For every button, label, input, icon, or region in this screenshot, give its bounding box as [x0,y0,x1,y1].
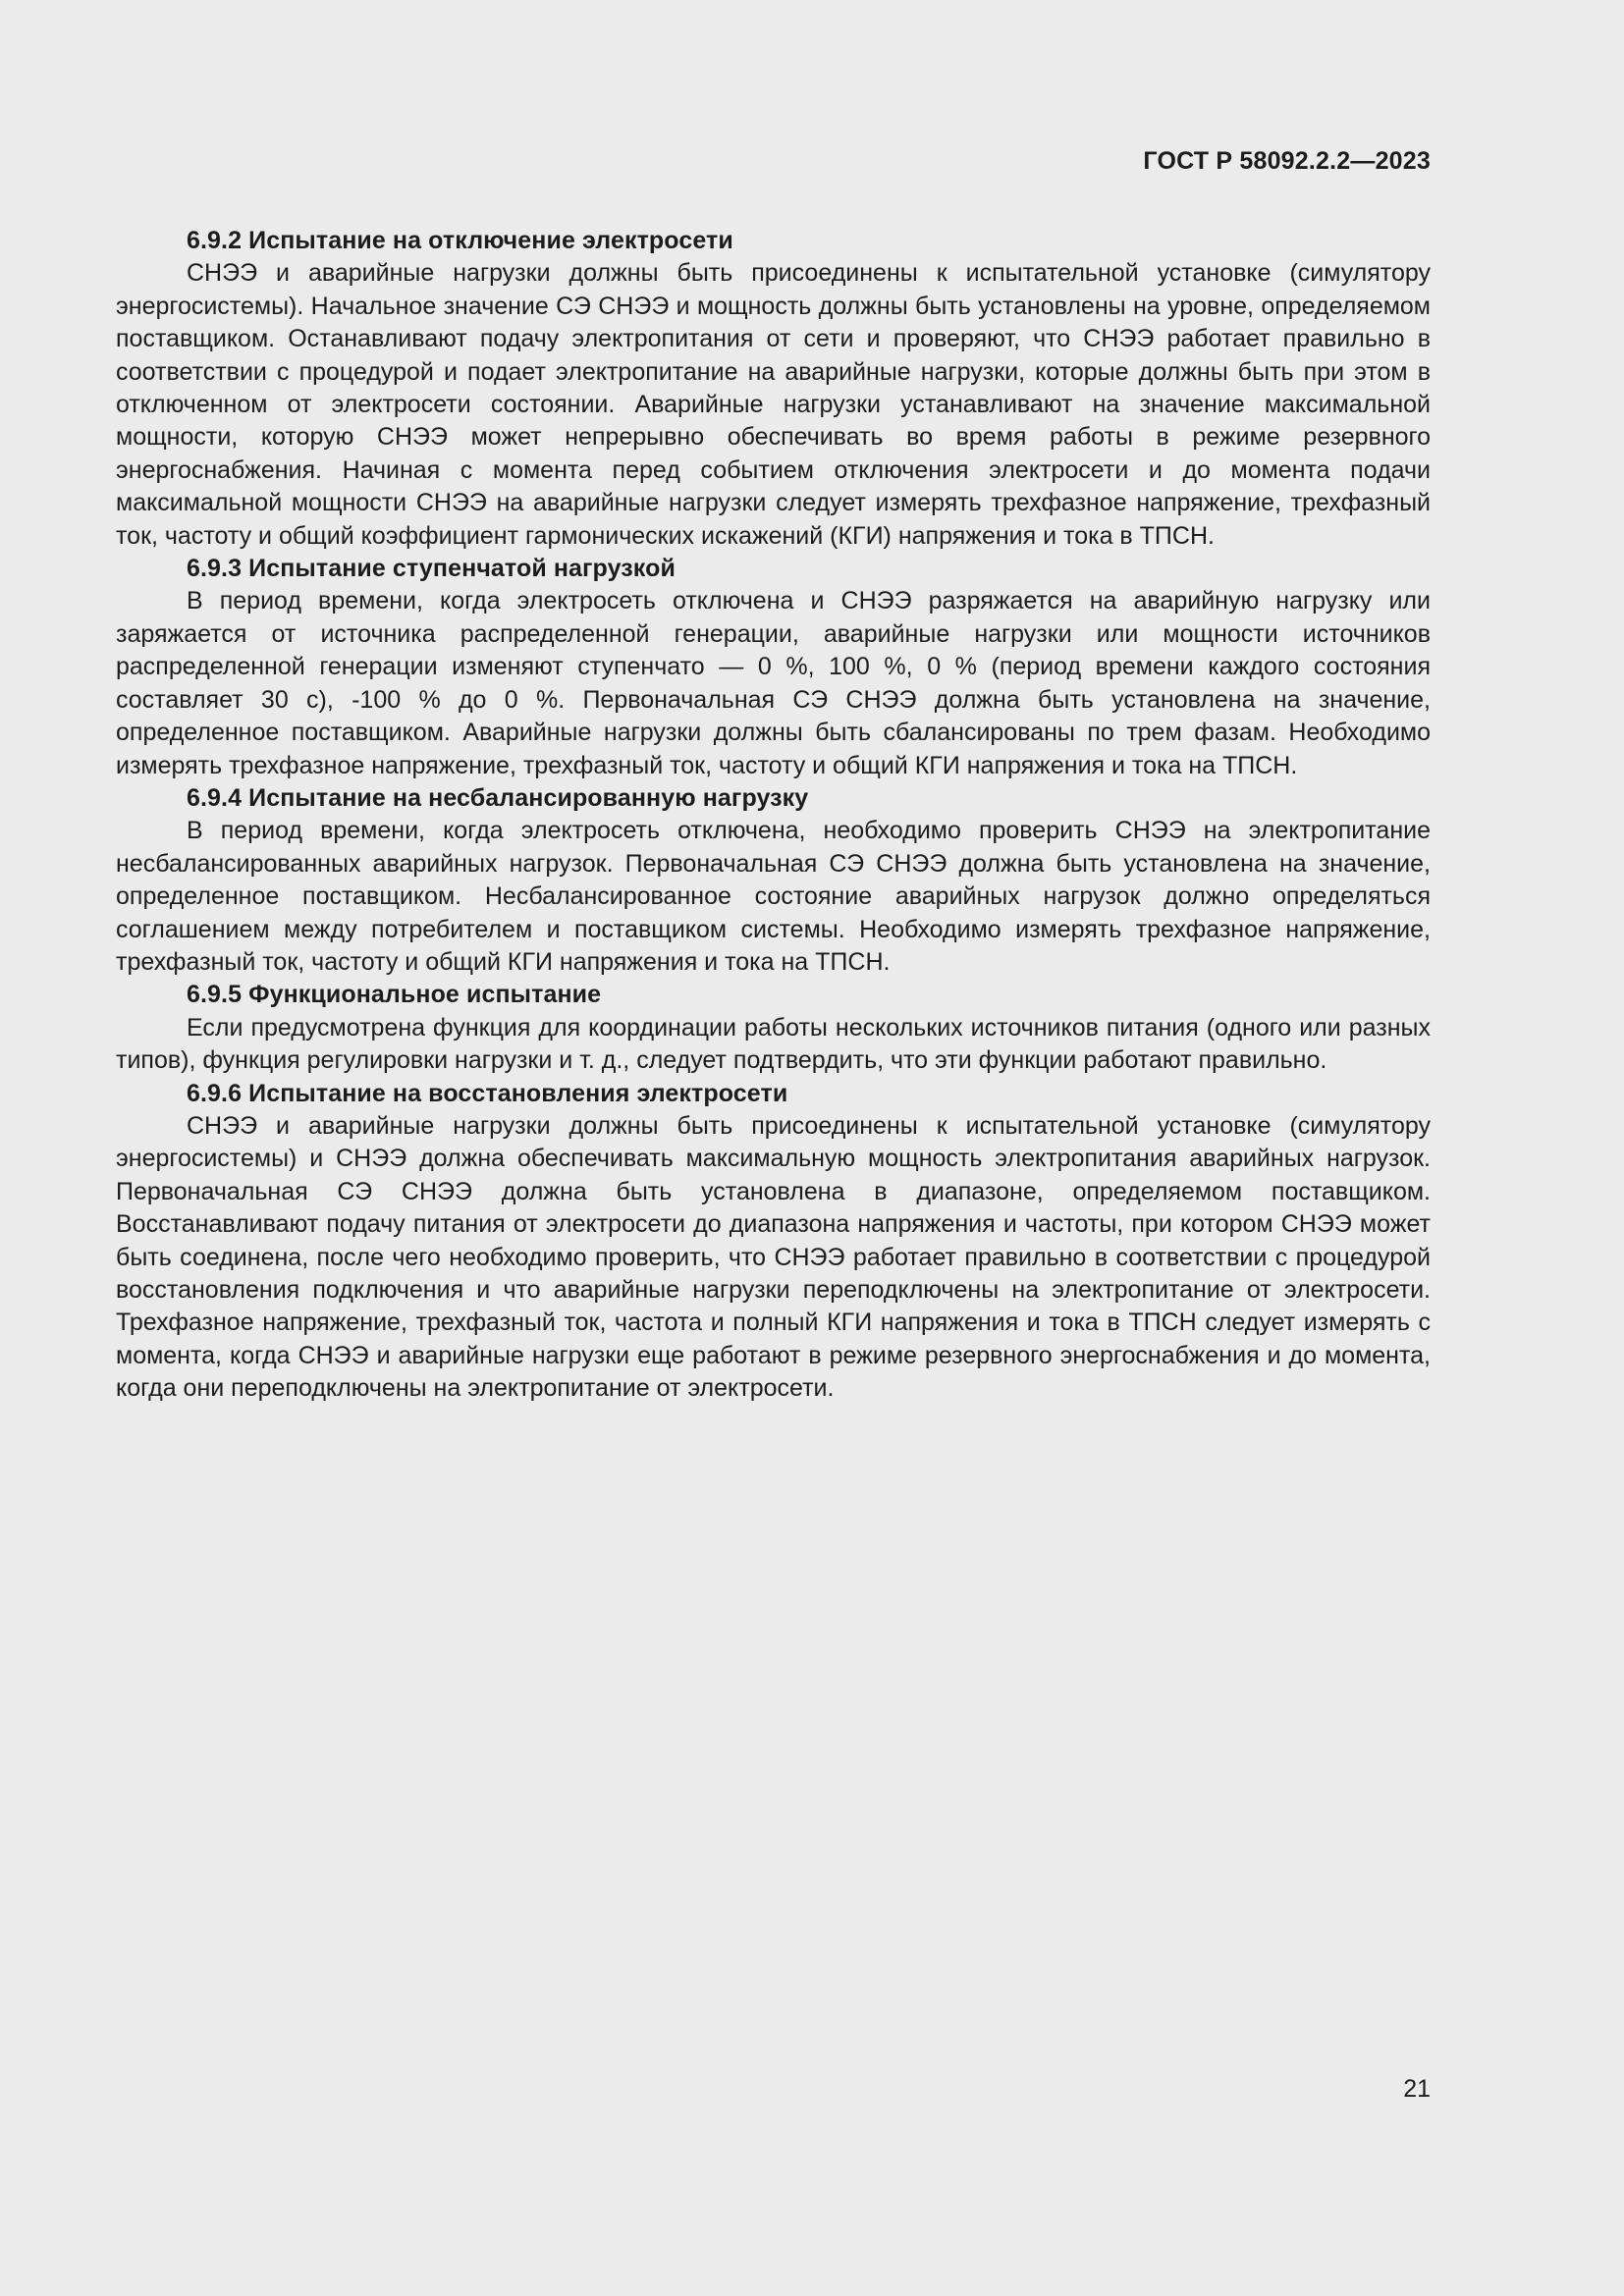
document-body [116,225,1431,1406]
section-title: 6.9.4 Испытание на несбалансированную нагрузку [187,783,809,812]
document-code-header: ГОСТ Р 58092.2.2—2023 [1143,147,1431,175]
section-6-9-3 [116,553,1431,782]
section-title: 6.9.2 Испытание на отключение электросети [187,227,733,254]
section-title: 6.9.6 Испытание на восстановления электросети [187,1079,788,1107]
section-6-9-6 [116,1078,1431,1406]
section-paragraph: В период времени, когда электросеть отключена, необходимо проверить СНЭЭ на электропитание несбалансированных аварийных нагрузок. Первоначальная СЭ СНЭЭ должна быть установлена на значение, определенное поставщиком. Несбалансированное состояние аварийных нагрузок должно определяться соглашением между потребителем и поставщиком системы. Необходимо измерять трехфазное напряжение, трехфазный ток, частоту и общий КГИ напряжения и тока на ТПСН. [116,817,1431,976]
section-6-9-4 [116,782,1431,979]
section-title: 6.9.5 Функциональное испытание [187,981,602,1009]
section-paragraph: СНЭЭ и аварийные нагрузки должны быть присоединены к испытательной установке (симулятору энергосистемы) и СНЭЭ должна обеспечивать максимальную мощность электропитания аварийных нагрузок. Первоначальная СЭ СНЭЭ должна быть установлена в диапазоне, определяемом поставщиком. Восстанавливают подачу питания от электросети до диапазона напряжения и частоты, при котором СНЭЭ может быть соединена, после чего необходимо проверить, что СНЭЭ работает правильно в соответствии с процедурой восстановления подключения и что аварийные нагрузки переподключены на электропитание от электросети. Трехфазное напряжение, трехфазный ток, частота и полный КГИ напряжения и тока в ТПСН следует измерять с момента, когда СНЭЭ и аварийные нагрузки еще работают в режиме резервного энергоснабжения и до момента, когда они переподключены на электропитание от электросети. [116,1111,1431,1403]
page-number: 21 [1403,2075,1431,2103]
section-6-9-2 [116,225,1431,553]
section-paragraph: В период времени, когда электросеть отключена и СНЭЭ разряжается на аварийную нагрузку или заряжается от источника распределенной генерации, аварийные нагрузки или мощности источников распределенной генерации изменяют ступенчато — 0 %, 100 %, 0 % (период времени каждого состояния составляет 30 с), -100 % до 0 %. Первоначальная СЭ СНЭЭ должна быть установлена на значение, определенное поставщиком. Аварийные нагрузки должны быть сбалансированы по трем фазам. Необходимо измерять трехфазное напряжение, трехфазный ток, частоту и общий КГИ напряжения и тока на ТПСН. [116,587,1431,779]
section-title: 6.9.3 Испытание ступенчатой нагрузкой [187,555,676,583]
section-paragraph: Если предусмотрена функция для координации работы нескольких источников питания (одного или разных типов), функция регулировки нагрузки и т. д., следует подтвердить, что эти функции работают правильно. [116,1013,1431,1075]
section-paragraph: СНЭЭ и аварийные нагрузки должны быть присоединены к испытательной установке (симулятору энергосистемы). Начальное значение СЭ СНЭЭ и мощность должны быть установлены на уровне, определяемом поставщиком. Останавливают подачу электропитания от сети и проверяют, что СНЭЭ работает правильно в соответствии с процедурой и подает электропитание на аварийные нагрузки, которые должны быть при этом в отключенном от электросети состоянии. Аварийные нагрузки устанавливают на значение максимальной мощности, которую СНЭЭ может непрерывно обеспечивать во время работы в режиме резервного энергоснабжения. Начиная с момента перед событием отключения электросети и до момента подачи максимальной мощности СНЭЭ на аварийные нагрузки следует измерять трехфазное напряжение, трехфазный ток, частоту и общий коэффициент гармонических искажений (КГИ) напряжения и тока в ТПСН. [116,259,1431,550]
section-6-9-5 [116,979,1431,1077]
